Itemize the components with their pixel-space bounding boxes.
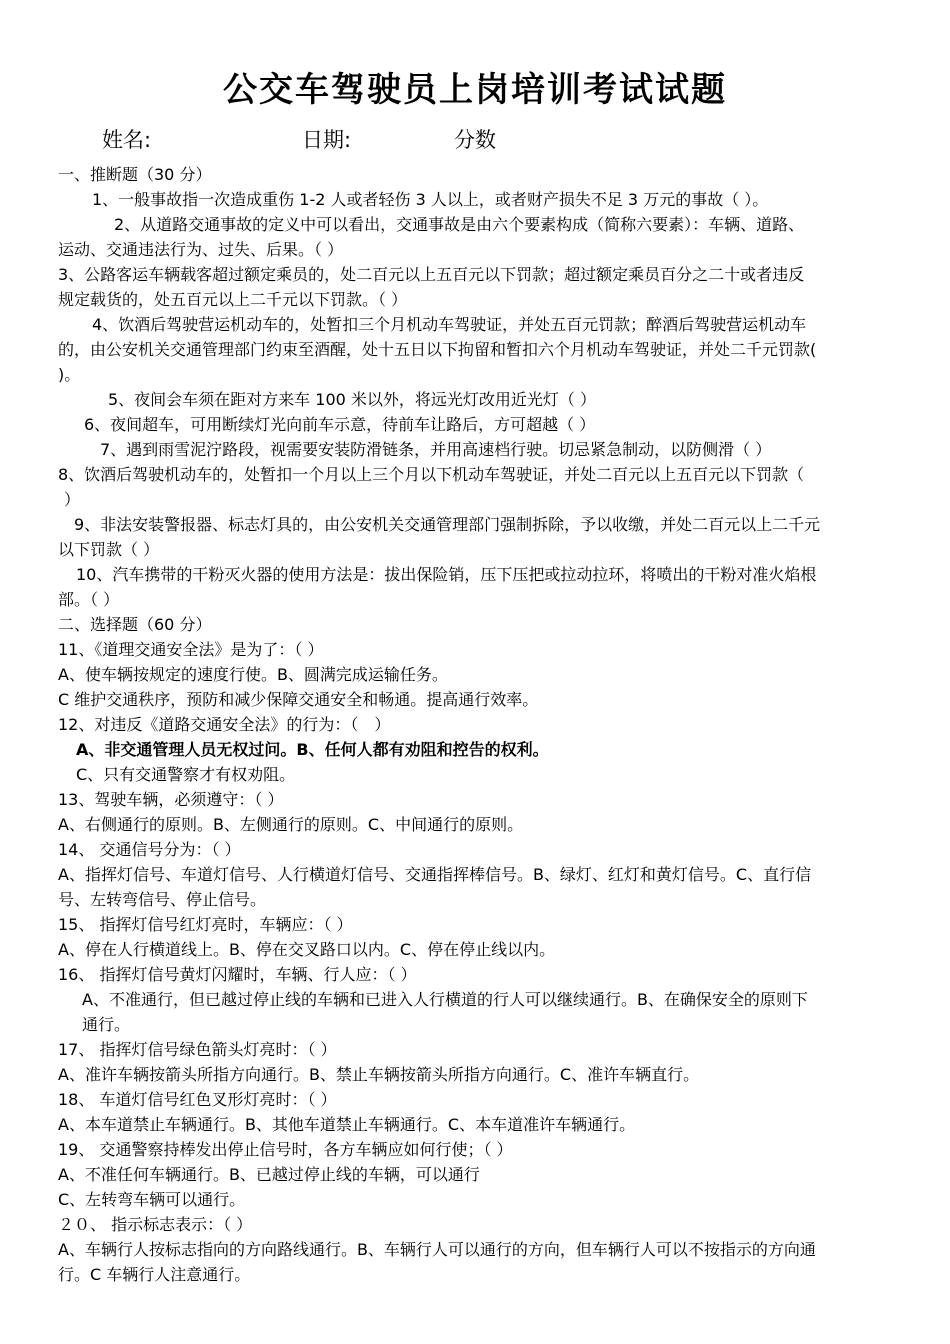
question-line: 18、 车道灯信号红色叉形灯亮时：（ ）: [58, 1090, 337, 1109]
question-line: 13、驾驶车辆，必须遵守：（ ）: [58, 790, 284, 809]
question-line: 8、饮酒后驾驶机动车的，处暂扣一个月以上三个月以下机动车驾驶证，并处二百元以上五百元以下罚款（: [58, 465, 805, 484]
option-line: A、本车道禁止车辆通行。B、其他车道禁止车辆通行。C、本车道准许车辆通行。: [58, 1115, 636, 1134]
question-line: 的，由公安机关交通管理部门约束至酒醒，处十五日以下拘留和暂扣六个月机动车驾驶证，并处二千元罚款(: [58, 340, 817, 359]
question-line: 1、一般事故指一次造成重伤 1-2 人或者轻伤 3 人以上，或者财产损失不足 3 万元的事故（ ）。: [92, 190, 769, 209]
option-line: A、不准任何车辆通行。B、已越过停止线的车辆，可以通行: [58, 1165, 480, 1184]
question-line: 19、 交通警察持棒发出停止信号时，各方车辆应如何行使；（ ）: [58, 1140, 513, 1159]
question-line: 以下罚款（ ）: [58, 540, 160, 559]
option-line: C、左转弯车辆可以通行。: [58, 1190, 246, 1209]
option-line: 通行。: [82, 1015, 131, 1034]
question-line: 11、《道理交通安全法》是为了：（ ）: [58, 640, 324, 659]
question-line: 5、夜间会车须在距对方来车 100 米以外，将远光灯改用近光灯（ ）: [108, 390, 596, 409]
question-line: 15、 指挥灯信号红灯亮时，车辆应：（ ）: [58, 915, 353, 934]
question-line: 10、汽车携带的干粉灭火器的使用方法是：拔出保险销，压下压把或拉动拉环，将喷出的干粉对准火焰根: [76, 565, 817, 584]
section-heading: 一、推断题（30 分）: [58, 165, 212, 184]
option-line: 行。C 车辆行人注意通行。: [58, 1265, 251, 1284]
question-line: 9、非法安装警报器、标志灯具的，由公安机关交通管理部门强制拆除，予以收缴，并处二百元以上二千元: [74, 515, 821, 534]
question-line: 17、 指挥灯信号绿色箭头灯亮时：（ ）: [58, 1040, 337, 1059]
question-line: 4、饮酒后驾驶营运机动车的，处暂扣三个月机动车驾驶证，并处五百元罚款；醉酒后驾驶营运机动车: [92, 315, 807, 334]
question-line: 7、遇到雨雪泥泞路段，视需要安装防滑链条，并用高速档行驶。切忌紧急制动，以防侧滑（ ）: [100, 440, 772, 459]
option-line: A、使车辆按规定的速度行使。B、圆满完成运输任务。: [58, 665, 448, 684]
option-line: A、车辆行人按标志指向的方向路线通行。B、车辆行人可以通行的方向，但车辆行人可以不按指示的方向通: [58, 1240, 816, 1259]
option-line: A、不准通行，但已越过停止线的车辆和已进入人行横道的行人可以继续通行。B、在确保安全的原则下: [82, 990, 808, 1009]
score-label: 分数: [454, 128, 496, 152]
question-line: 14、 交通信号分为：（ ）: [58, 840, 241, 859]
question-line: 6、夜间超车，可用断续灯光向前车示意，待前车让路后，方可超越（ ）: [84, 415, 596, 434]
section-heading: 二、选择题（60 分）: [58, 615, 212, 634]
option-line: A、指挥灯信号、车道灯信号、人行横道灯信号、交通指挥棒信号。B、绿灯、红灯和黄灯信号。C、直行信: [58, 865, 812, 884]
question-line: 12、对违反《道路交通安全法》的行为：（ ）: [58, 715, 391, 734]
question-line: 部。（ ）: [58, 590, 120, 609]
option-line: A、准许车辆按箭头所指方向通行。B、禁止车辆按箭头所指方向通行。C、准许车辆直行。: [58, 1065, 700, 1084]
option-line: 号、左转弯信号、停止信号。: [58, 890, 267, 909]
option-line: C、只有交通警察才有权劝阻。: [76, 765, 296, 784]
option-line: A、停在人行横道线上。B、停在交叉路口以内。C、停在停止线以内。: [58, 940, 556, 959]
exam-title: 公交车驾驶员上岗培训考试试题: [223, 70, 727, 110]
question-line: 3、公路客运车辆载客超过额定乘员的，处二百元以上五百元以下罚款；超过额定乘员百分之二十或者违反: [58, 265, 805, 284]
question-line: 规定载货的，处五百元以上二千元以下罚款。（ ）: [58, 290, 408, 309]
question-line: 16、 指挥灯信号黄灯闪耀时，车辆、行人应：（ ）: [58, 965, 417, 984]
question-line: ）: [64, 490, 81, 509]
question-line: 2、从道路交通事故的定义中可以看出，交通事故是由六个要素构成（简称六要素）：车辆、道路、: [114, 215, 805, 234]
question-line: )。: [58, 365, 81, 384]
question-line: 运动、交通违法行为、过失、后果。（ ）: [58, 240, 344, 259]
option-line: A、右侧通行的原则。B、左侧通行的原则。C、中间通行的原则。: [58, 815, 524, 834]
name-label: 姓名:: [102, 128, 152, 152]
date-label: 日期:: [302, 128, 352, 152]
option-line-bold: A、非交通管理人员无权过问。B、任何人都有劝阻和控告的权利。: [76, 740, 549, 759]
option-line: C 维护交通秩序，预防和减少保障交通安全和畅通。提高通行效率。: [58, 690, 539, 709]
question-line: ２０、 指示标志表示：（ ）: [58, 1215, 253, 1234]
